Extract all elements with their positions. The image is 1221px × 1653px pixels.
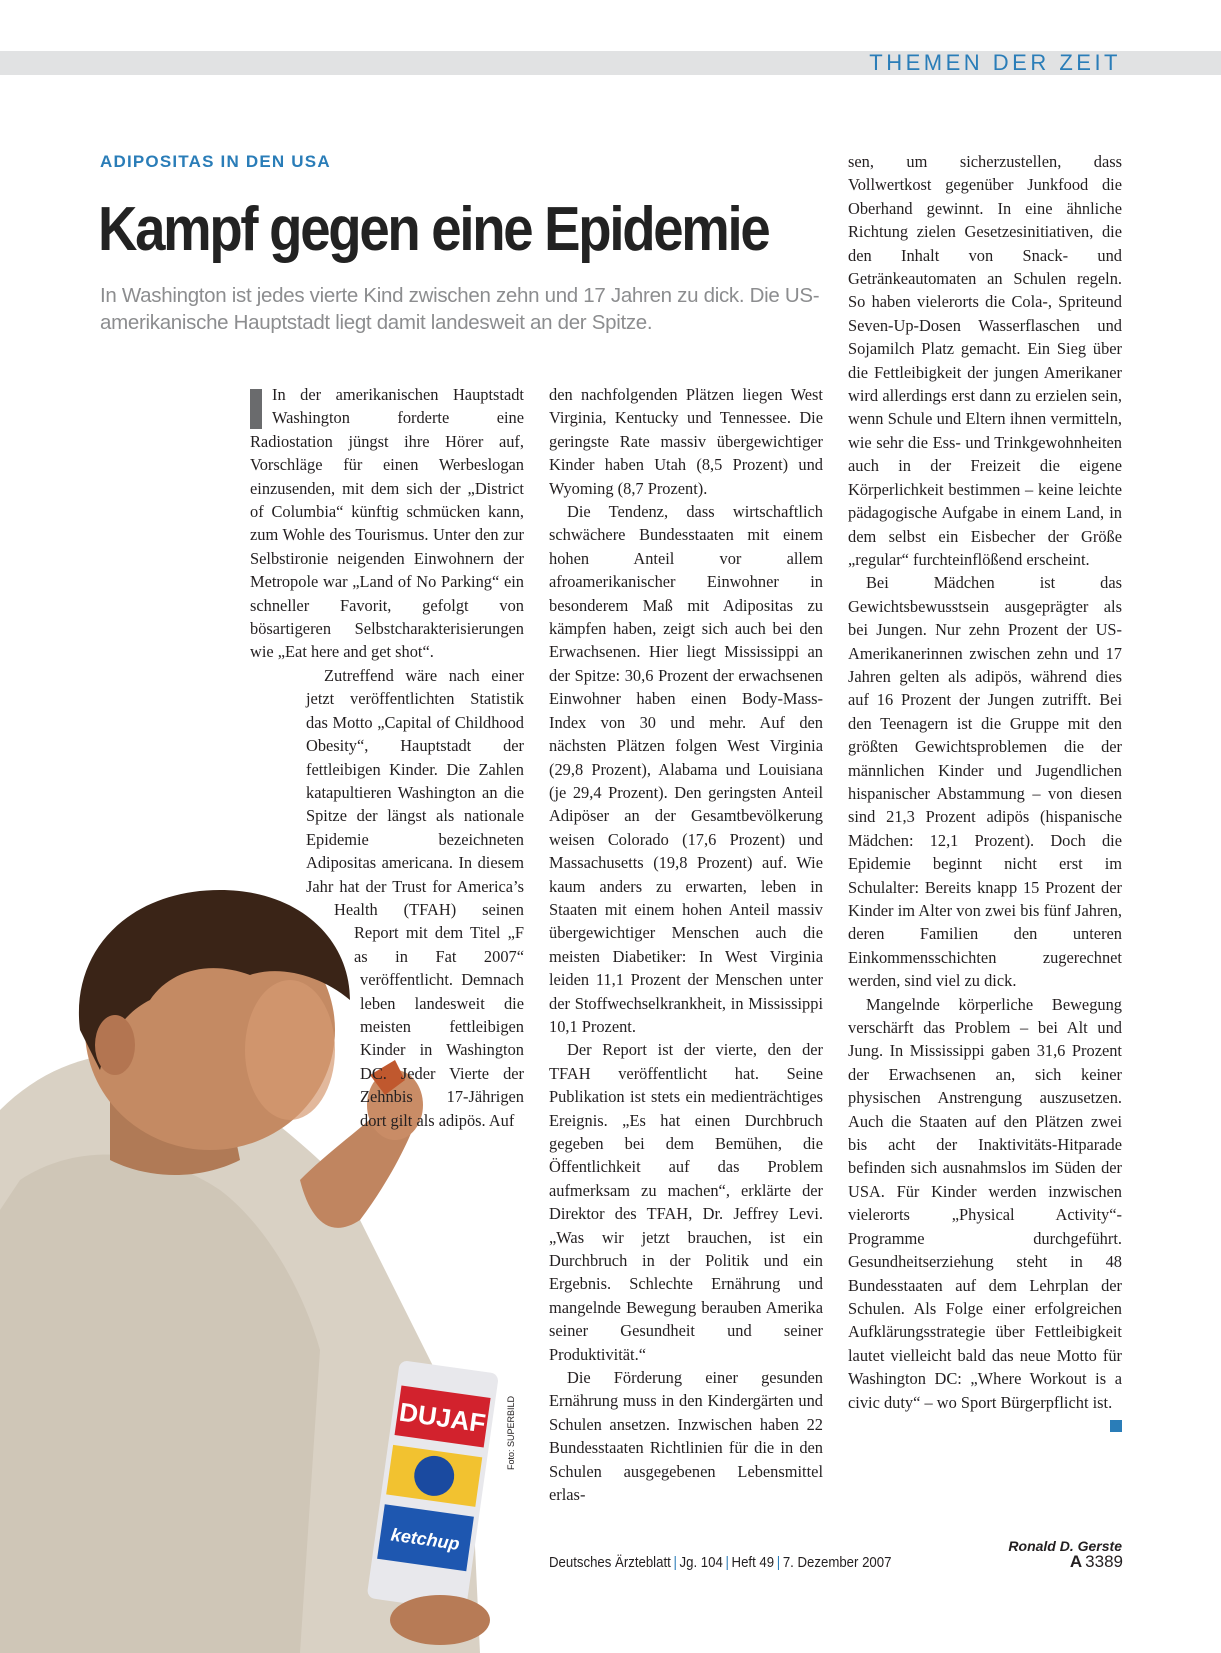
article-column-3	[848, 150, 1122, 1432]
drop-cap	[250, 389, 262, 429]
article-column-1	[250, 383, 524, 1389]
issue-date: 7. Dezember 2007	[782, 1554, 892, 1571]
end-mark-icon	[1110, 1420, 1122, 1432]
section-label: THEMEN DER ZEIT	[869, 50, 1121, 75]
paragraph: Die Förderung einer gesunden Ernährung muss in den Kindergärten und Schulen ansetzen. Inzwischen haben 22 Bundesstaaten Richtlinien für die in den Schulen ausgegebenen Lebensmittel erlas-	[549, 1368, 823, 1505]
article-column-2	[549, 383, 823, 1507]
paragraph: sen, um sicherzustellen, dass Vollwertkost gegenüber Junkfood die Oberhand gewinnt. In eine ähnliche Richtung zielen Gesetzesinitiativen, die den Inhalt von Snack- und Getränkeautomaten an Schulen regeln. So haben vielerorts die Cola-, Spriteund Seven-Up-Dosen Wasserflaschen und Sojamilch Platz gemacht. Ein Sieg über die Fettleibigkeit der jungen Amerikaner wird allerdings erst dann zu erzielen sein, wenn Schule und Eltern ihnen vermitteln, wie sehr die Ess- und Trinkgewohnheiten auch in der Freizeit die eigene Körperlichkeit bestimmen – keine leichte pädagogische Aufgabe in einem Land, in dem selbst ein Eisbecher der Größe „regular“ furchteinflößend erscheint.	[848, 152, 1122, 569]
paragraph: Mangelnde körperliche Bewegung verschärft das Problem – bei Alt und Jung. In Mississippi gaben 31,6 Prozent der Erwachsenen an, sich keiner physischen Anstrengung auszusetzen. Auch die Staaten auf den Plätzen zwei bis acht der Inaktivitäts-Hitparade befinden sich ausnahmslos im Süden der USA. Für Kinder werden inzwischen vielerorts „Physical Activity“-Programme durchgeführt. Gesundheitserziehung steht in 48 Bundesstaaten auf dem Lehrplan der Schulen. Als Folge einer erfolgreichen Aufklärungsstrategie über Fettleibigkeit lautet vielleicht bald das neue Motto für Washington DC: „Where Workout is a civic duty“ – wo Sport Bürgerpflicht ist.	[848, 993, 1122, 1414]
paragraph: Bei Mädchen ist das Gewichtsbewusstsein ausgeprägter als bei Jungen. Nur zehn Prozent der US-Amerikanerinnen zwischen zehn und 17 Jahren gelten als adipös, während dies auf 16 Prozent der Jungen zutrifft. Bei den Teenagern ist die Gruppe mit den größten Gewichtsproblemen die der männlichen Kinder und Jugendlichen hispanischer Abstammung – von diesen sind 21,3 Prozent adipös (hispanische Mädchen: 12,1 Prozent). Doch die Epidemie beginnt nicht erst im Schulalter: Bereits knapp 15 Prozent der Kinder im Alter von zwei bis fünf Jahren, deren Familien den unteren Einkommensschichten zugerechnet werden, sind viel zu dick.	[848, 573, 1122, 991]
author-name: Ronald D. Gerste	[1008, 1538, 1122, 1554]
paragraph: Die Tendenz, dass wirtschaftlich schwächere Bundesstaaten mit einem hohen Anteil vor allem afroamerikanischer Einwohner in besonderem Maß mit Adipositas zu kämpfen haben, zeigt sich auch bei den Erwachsenen. Hier liegt Mississippi an der Spitze: 30,6 Prozent der erwachsenen Einwohner haben einen Body-Mass-Index von 30 und mehr. Auf den nächsten Plätzen folgen West Virginia (29,8 Prozent), Alabama und Louisiana (je 29,4 Prozent). Den geringsten Anteil Adipöser an der Gesamtbevölkerung weisen Colorado (17,6 Prozent) und Massachusetts (19,8 Prozent) auf. Wie kaum anders zu erwarten, leben in Staaten mit einem hohen Anteil massiv übergewichtiger Menschen auch die meisten Diabetiker: In West Virginia leiden 11,1 Prozent der Menschen unter der Stoffwechselkrankheit, in Mississippi 10,1 Prozent.	[549, 502, 823, 1036]
photo-credit: Foto: SUPERBILD	[506, 1395, 516, 1470]
footer-citation: Deutsches Ärzteblatt | Jg. 104 | Heft 49 | 7. Dezember 2007	[549, 1554, 892, 1571]
article-lead: In Washington ist jedes vierte Kind zwischen zehn und 17 Jahren zu dick. Die US-amerikanische Hauptstadt liegt damit landesweit an der Spitze.	[100, 284, 820, 334]
bag-brand-text: DUJAF	[397, 1396, 488, 1439]
bag-ketchup-text: ketchup	[389, 1524, 461, 1554]
volume: Jg. 104	[679, 1554, 723, 1571]
paragraph: Zutreffend wäre nach einer jetzt veröffentlichten Statistik das Motto „Capital of Childhood Obesity“, Hauptstadt der fettleibigen Kinder. Die Zahlen katapultieren Washington an die Spitze der längst als nationale Epidemie bezeichneten Adipositas americana. In diesem Jahr hat der Trust for America’s Health (TFAH) seinen Report mit dem Titel „F as in Fat 2007“ veröffentlicht. Demnach leben landesweit die meisten fettleibigen Kinder in Washington DC. Jeder Vierte der Zehnbis 17-Jährigen dort gilt als adipös. Auf	[306, 665, 524, 1130]
paragraph: Der Report ist der vierte, den der TFAH veröffentlicht hat. Seine Publikation ist stets ein medienträchtiges Ereignis. „Es hat einen Durchbruch gegeben bei dem Bemühen, die Öffentlichkeit auf das Problem aufmerksam zu machen“, erklärte der Direktor des TFAH, Dr. Jeffrey Levi. „Was wir jetzt brauchen, ist ein Durchbruch in der Politik und ein Ergebnis. Schlechte Ernährung und mangelnde Bewegung berauben Amerika seiner Gesundheit und seiner Produktivität.“	[549, 1040, 823, 1364]
article-title: Kampf gegen eine Epidemie	[98, 195, 769, 264]
article-kicker: ADIPOSITAS IN DEN USA	[100, 152, 331, 171]
paragraph: In der amerikanischen Hauptstadt Washington forderte eine Radiostation jüngst ihre Hörer auf, Vorschläge für einen Werbeslogan einzusenden, mit dem sich der „District of Columbia“ künftig schmücken kann, zum Wohle des Tourismus. Unter den zur Selbstironie neigenden Einwohnern der Metropole war „Land of No Parking“ ein schneller Favorit, gefolgt von bösartigeren Selbstcharakterisierungen wie „Eat here and get shot“.	[250, 385, 524, 662]
issue: Heft 49	[731, 1554, 775, 1571]
journal-name: Deutsches Ärzteblatt	[549, 1554, 671, 1571]
page-number: A 3389	[1069, 1552, 1123, 1571]
paragraph: den nachfolgenden Plätzen liegen West Virginia, Kentucky und Tennessee. Die geringste Rate massiv übergewichtiger Kinder haben Utah (8,5 Prozent) und Wyoming (8,7 Prozent).	[549, 385, 823, 498]
